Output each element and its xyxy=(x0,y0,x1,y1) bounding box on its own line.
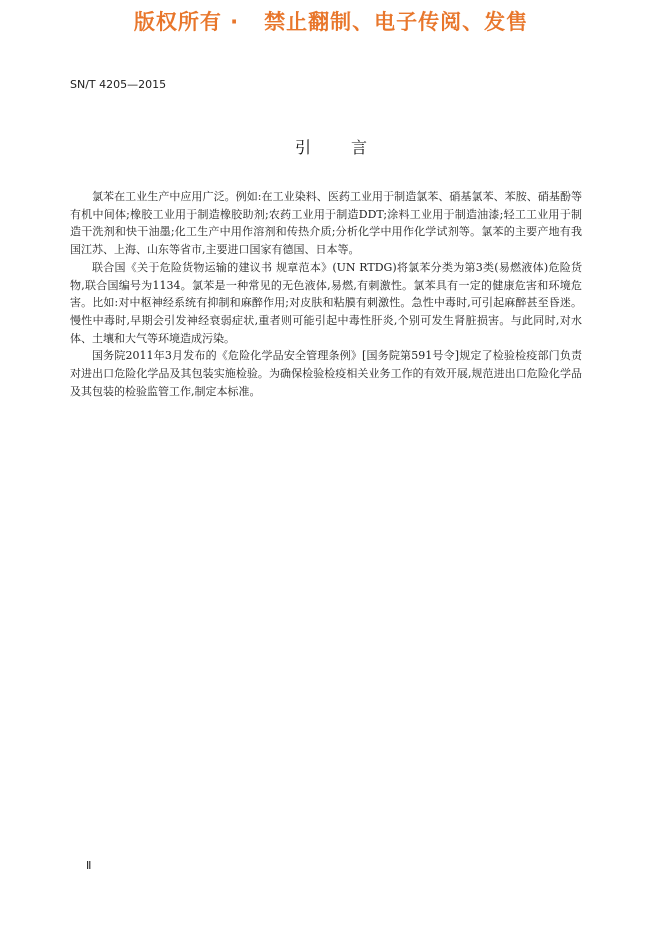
paragraph-1: 氯苯在工业生产中应用广泛。例如:在工业染料、医药工业用于制造氯苯、硝基氯苯、苯胺、硝基酚等有机中间体;橡胶工业用于制造橡胶助剂;农药工业用于制造DDT;涂料工业用于制造油漆;轻工工业用于制造干洗剂和快干油墨;化工生产中用作溶剂和传热介质;分析化学中用作化学试剂等。氯苯的主要产地有我国江苏、上海、山东等省市,主要进口国家有德国、日本等。 xyxy=(70,190,582,257)
page-number: Ⅱ xyxy=(86,859,92,872)
standard-code: SN/T 4205—2015 xyxy=(70,78,167,91)
paragraph-2: 联合国《关于危险货物运输的建议书 规章范本》(UN RTDG)将氯苯分类为第3类(易燃液体)危险货物,联合国编号为1134。氯苯是一种常见的无色液体,易燃,有刺激性。氯苯具有一定的健康危害和环境危害。比如:对中枢神经系统有抑制和麻醉作用;对皮肤和粘膜有刺激性。急性中毒时,可引起麻醉甚至昏迷。慢性中毒时,早期会引发神经衰弱症状,重者则可能引起中毒性肝炎,个别可发生肾脏损害。与此同时,对水体、土壤和大气等环境造成污染。 xyxy=(70,260,582,345)
introduction-body xyxy=(70,188,582,400)
paragraph-3: 国务院2011年3月发布的《危险化学品安全管理条例》[国务院第591号令]规定了检验检疫部门负责对进出口危险化学品及其包装实施检验。为确保检验检疫相关业务工作的有效开展,规范进出口危险化学品及其包装的检验监管工作,制定本标准。 xyxy=(70,349,582,398)
page-title: 引言 xyxy=(294,138,407,157)
copyright-watermark: 版权所有 · 禁止翻制、电子传阅、发售 xyxy=(133,10,529,34)
